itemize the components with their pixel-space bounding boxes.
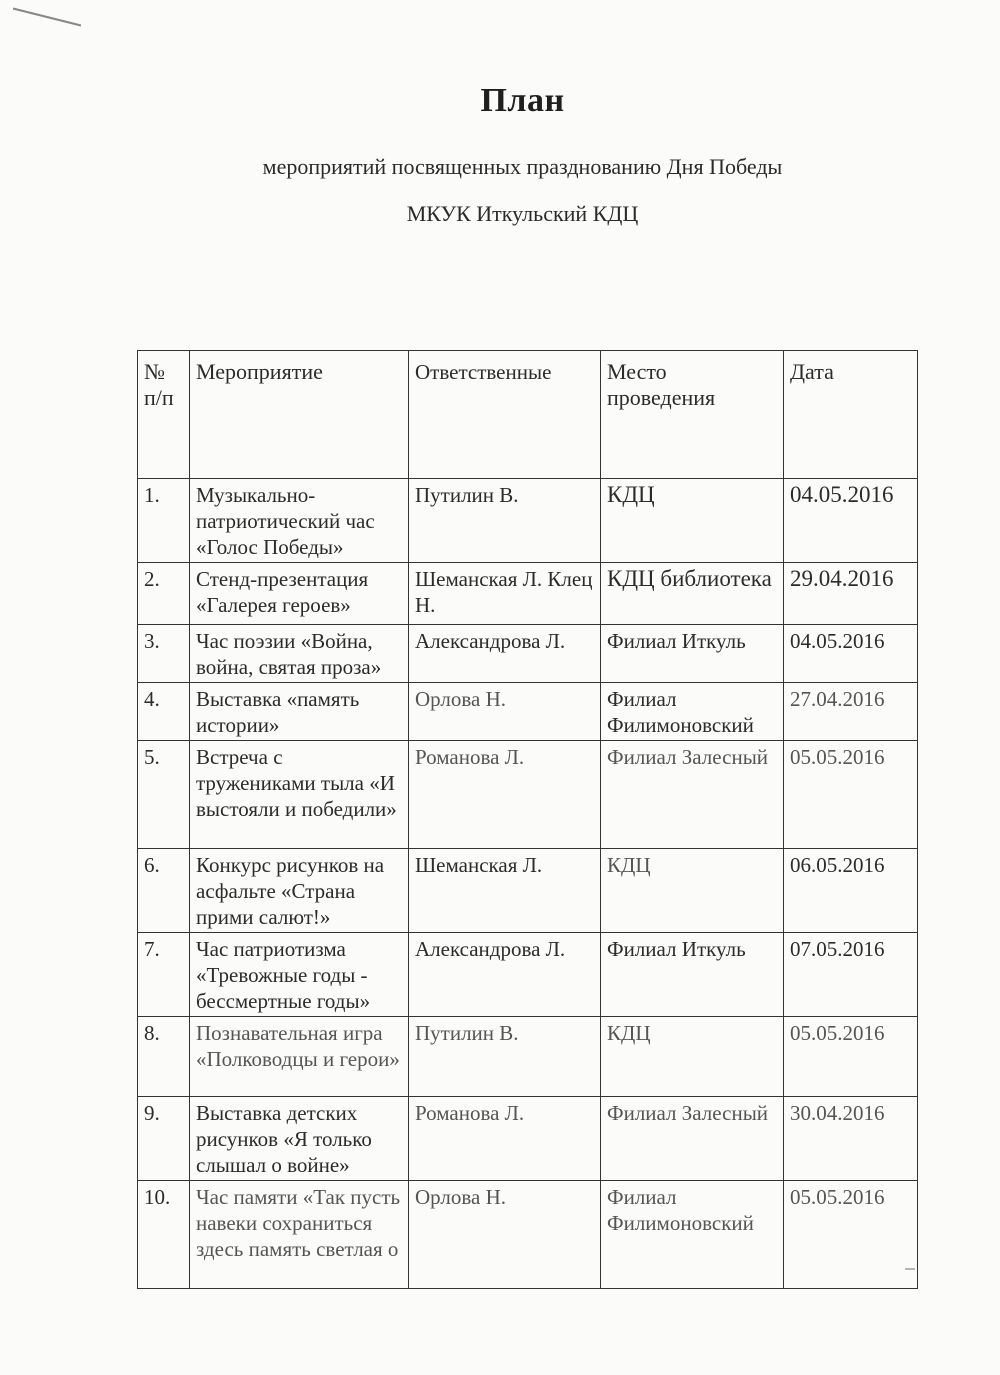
- table-row: [138, 625, 918, 683]
- row-venue: Филиал Залесный: [601, 1097, 784, 1181]
- row-venue: КДЦ: [601, 479, 784, 563]
- row-responsible: Путилин В.: [409, 479, 601, 563]
- row-event: Выставка «память истории»: [190, 683, 409, 741]
- row-responsible: Путилин В.: [409, 1017, 601, 1097]
- header-date: Дата: [784, 351, 918, 479]
- row-responsible: Шеманская Л.: [409, 849, 601, 933]
- table-row: [138, 563, 918, 625]
- row-num: 6.: [138, 849, 190, 933]
- row-date: 05.05.2016: [784, 741, 918, 849]
- row-event: Познавательная игра «Полководцы и герои»: [190, 1017, 409, 1097]
- row-event: Встреча с тружениками тыла «И выстояли и победили»: [190, 741, 409, 849]
- table-row: [138, 683, 918, 741]
- row-date: 06.05.2016: [784, 849, 918, 933]
- table-row: [138, 1017, 918, 1097]
- row-venue: Филиал Филимоновский: [601, 683, 784, 741]
- row-event: Час памяти «Так пусть навеки сохраниться здесь память светлая о: [190, 1181, 409, 1289]
- row-date: 04.05.2016: [784, 479, 918, 563]
- row-venue: КДЦ библиотека: [601, 563, 784, 625]
- row-date: 05.05.2016: [784, 1017, 918, 1097]
- organization-name: МКУК Иткульский КДЦ: [406, 201, 639, 226]
- table-row: [138, 849, 918, 933]
- document-subtitle: мероприятий посвященных празднованию Дня Победы: [262, 154, 783, 179]
- row-num: 2.: [138, 563, 190, 625]
- header-event: Мероприятие: [190, 351, 409, 479]
- row-responsible: Александрова Л.: [409, 625, 601, 683]
- table-row: [138, 741, 918, 849]
- row-venue: Филиал Филимоновский: [601, 1181, 784, 1289]
- row-num: 7.: [138, 933, 190, 1017]
- row-venue: Филиал Залесный: [601, 741, 784, 849]
- row-date: 27.04.2016: [784, 683, 918, 741]
- row-event: Музыкально-патриотический час «Голос Победы»: [190, 479, 409, 563]
- table-row: [138, 479, 918, 563]
- row-num: 3.: [138, 625, 190, 683]
- row-num: 8.: [138, 1017, 190, 1097]
- row-event: Выставка детских рисунков «Я только слышал о войне»: [190, 1097, 409, 1181]
- row-event: Час патриотизма «Тревожные годы - бессмертные годы»: [190, 933, 409, 1017]
- row-num: 4.: [138, 683, 190, 741]
- row-event: Стенд-презентация «Галерея героев»: [190, 563, 409, 625]
- table-row: [138, 1181, 918, 1289]
- row-venue: Филиал Иткуль: [601, 933, 784, 1017]
- row-responsible: Романова Л.: [409, 741, 601, 849]
- row-date: 30.04.2016: [784, 1097, 918, 1181]
- row-num: 1.: [138, 479, 190, 563]
- row-date: 05.05.2016: [784, 1181, 918, 1289]
- table-row: [138, 933, 918, 1017]
- row-responsible: Шеманская Л. Клец Н.: [409, 563, 601, 625]
- row-date: 04.05.2016: [784, 625, 918, 683]
- row-venue: Филиал Иткуль: [601, 625, 784, 683]
- events-table: [137, 350, 918, 1289]
- table-row: [138, 1097, 918, 1181]
- row-date: 07.05.2016: [784, 933, 918, 1017]
- row-responsible: Орлова Н.: [409, 1181, 601, 1289]
- row-venue: КДЦ: [601, 1017, 784, 1097]
- row-responsible: Орлова Н.: [409, 683, 601, 741]
- row-num: 9.: [138, 1097, 190, 1181]
- document-title: План: [480, 82, 565, 119]
- row-num: 10.: [138, 1181, 190, 1289]
- row-num: 5.: [138, 741, 190, 849]
- row-date: 29.04.2016: [784, 563, 918, 625]
- row-venue: КДЦ: [601, 849, 784, 933]
- table-header-row: [138, 351, 918, 479]
- row-responsible: Романова Л.: [409, 1097, 601, 1181]
- header-num: № п/п: [138, 351, 190, 479]
- row-event: Конкурс рисунков на асфальте «Страна прими салют!»: [190, 849, 409, 933]
- scan-artifact-line: [13, 8, 81, 27]
- row-event: Час поэзии «Война, война, святая проза»: [190, 625, 409, 683]
- header-responsible: Ответственные: [409, 351, 601, 479]
- header-venue: Место проведения: [601, 351, 784, 479]
- row-responsible: Александрова Л.: [409, 933, 601, 1017]
